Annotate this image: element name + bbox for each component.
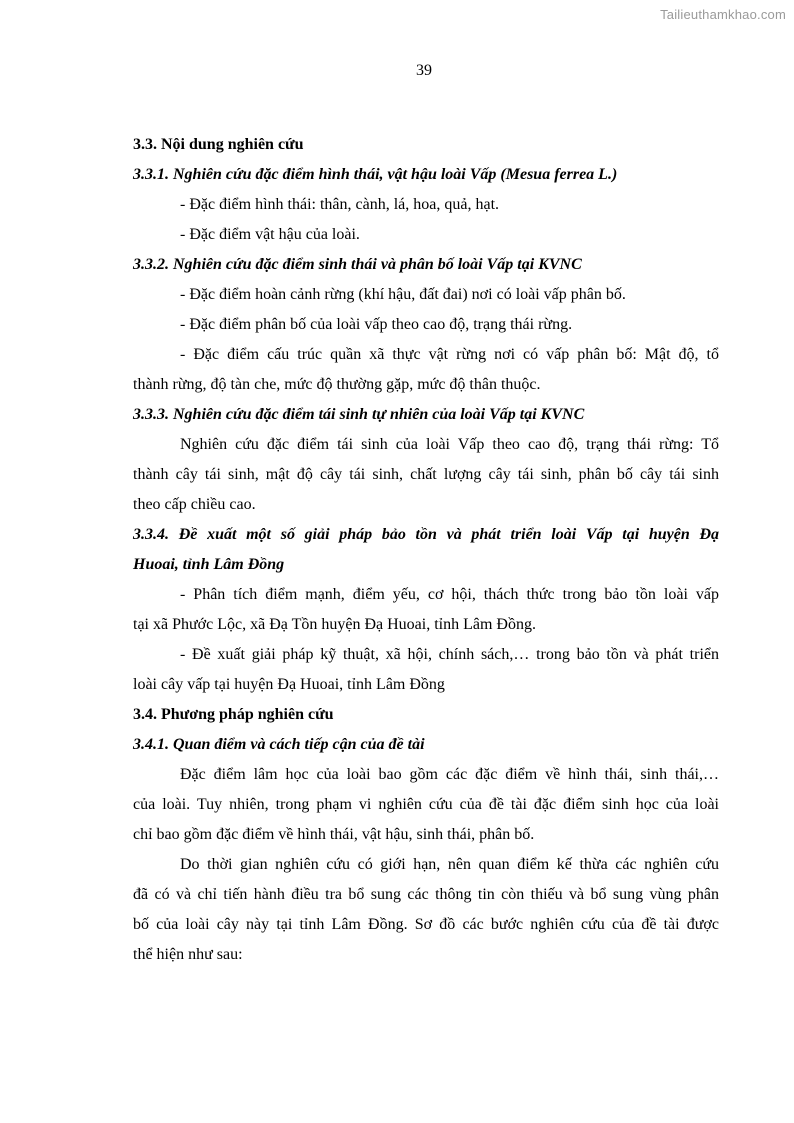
section-3-3-4-heading-cont: Huoai, tỉnh Lâm Đồng	[133, 556, 285, 573]
paragraph-line: bố của loài cây này tại tỉnh Lâm Đồng. Sơ đồ các bước nghiên cứu của đề tài được	[133, 916, 719, 933]
list-item-line: tại xã Phước Lộc, xã Đạ Tồn huyện Đạ Huoai, tỉnh Lâm Đồng.	[133, 616, 536, 633]
page-number: 39	[416, 62, 432, 79]
paragraph-line: theo cấp chiều cao.	[133, 496, 256, 513]
list-item: - Đặc điểm hình thái: thân, cành, lá, hoa, quả, hạt.	[180, 196, 500, 213]
paragraph-line: chỉ bao gồm đặc điểm về hình thái, vật hậu, sinh thái, phân bố.	[133, 826, 535, 843]
paragraph-line: Do thời gian nghiên cứu có giới hạn, nên quan điểm kế thừa các nghiên cứu	[180, 856, 719, 873]
watermark: Tailieuthamkhao.com	[660, 7, 786, 22]
document-body	[133, 130, 719, 970]
paragraph-line: Đặc điểm lâm học của loài bao gồm các đặc điểm về hình thái, sinh thái,…	[180, 766, 719, 783]
paragraph-line: Nghiên cứu đặc điểm tái sinh của loài Vấp theo cao độ, trạng thái rừng: Tổ	[180, 436, 719, 453]
list-item-line: loài cây vấp tại huyện Đạ Huoai, tỉnh Lâm Đồng	[133, 676, 445, 693]
list-item: - Đặc điểm phân bố của loài vấp theo cao độ, trạng thái rừng.	[180, 316, 573, 333]
paragraph-line: của loài. Tuy nhiên, trong phạm vi nghiên cứu của đề tài đặc điểm sinh học của loài	[133, 796, 719, 813]
list-item-line: - Đề xuất giải pháp kỹ thuật, xã hội, chính sách,… trong bảo tồn và phát triển	[180, 646, 719, 663]
list-item-line: thành rừng, độ tàn che, mức độ thường gặp, mức độ thân thuộc.	[133, 376, 541, 393]
section-3-3-2-heading: 3.3.2. Nghiên cứu đặc điểm sinh thái và phân bố loài Vấp tại KVNC	[133, 256, 582, 273]
paragraph-line: thành cây tái sinh, mật độ cây tái sinh, chất lượng cây tái sinh, phân bố cây tái sinh	[133, 466, 719, 483]
section-3-3-heading: 3.3. Nội dung nghiên cứu	[133, 136, 304, 153]
section-3-3-3-heading: 3.3.3. Nghiên cứu đặc điểm tái sinh tự nhiên của loài Vấp tại KVNC	[133, 406, 585, 423]
section-3-3-4-heading: 3.3.4. Đề xuất một số giải pháp bảo tồn và phát triển loài Vấp tại huyện Đạ	[133, 526, 719, 543]
section-3-4-heading: 3.4. Phương pháp nghiên cứu	[133, 706, 334, 723]
list-item: - Đặc điểm hoàn cảnh rừng (khí hậu, đất đai) nơi có loài vấp phân bố.	[180, 286, 626, 303]
list-item-line: - Phân tích điểm mạnh, điểm yếu, cơ hội, thách thức trong bảo tồn loài vấp	[180, 586, 719, 603]
section-3-4-1-heading: 3.4.1. Quan điểm và cách tiếp cận của đề tài	[133, 736, 425, 753]
paragraph-line: đã có và chỉ tiến hành điều tra bổ sung các thông tin còn thiếu và bổ sung vùng phân	[133, 886, 719, 903]
paragraph-line: thể hiện như sau:	[133, 946, 243, 963]
section-3-3-1-heading: 3.3.1. Nghiên cứu đặc điểm hình thái, vật hậu loài Vấp (Mesua ferrea L.)	[133, 166, 618, 183]
list-item-line: - Đặc điểm cấu trúc quần xã thực vật rừng nơi có vấp phân bố: Mật độ, tổ	[180, 346, 719, 363]
list-item: - Đặc điểm vật hậu của loài.	[180, 226, 360, 243]
